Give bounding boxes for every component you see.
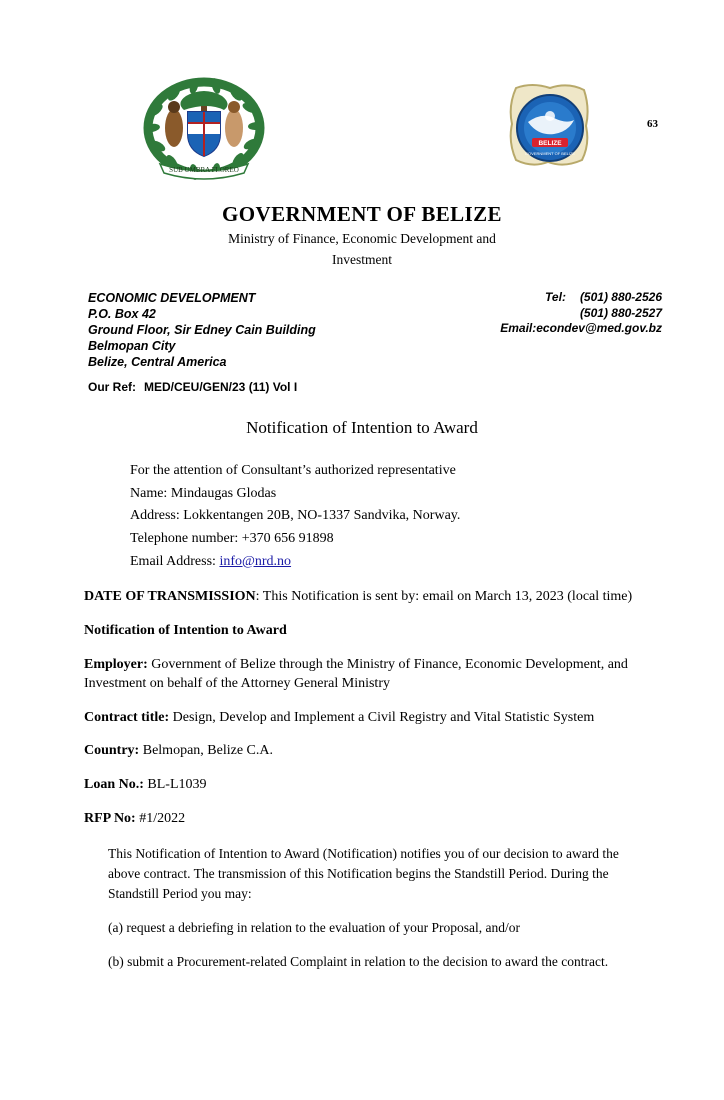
ministry-line-2: Investment — [332, 251, 392, 267]
transmission-section — [84, 587, 640, 607]
employer-label: Employer: — [84, 656, 148, 672]
address-department: ECONOMIC DEVELOPMENT — [88, 291, 256, 306]
address-country: Belize, Central America — [88, 355, 227, 370]
logo-row — [0, 76, 724, 196]
employer-text: Government of Belize through the Ministry of Finance, Economic Development, and Investment on behalf of the Attorney General Ministry — [84, 656, 628, 692]
reference-line — [0, 380, 724, 394]
telephone-line-1 — [500, 290, 662, 306]
contract-title-section — [84, 708, 640, 728]
contract-label: Contract title: — [84, 709, 170, 725]
contact-right — [500, 290, 662, 337]
address-city: Belmopan City — [88, 339, 176, 354]
notification-heading — [84, 621, 640, 641]
list-item: (a) request a debriefing in relation to the evaluation of your Proposal, and/or — [108, 920, 520, 936]
telephone-number-1: (501) 880-2526 — [579, 290, 662, 305]
loan-text: BL-L1039 — [143, 777, 207, 793]
loan-section — [84, 775, 640, 795]
rfp-section — [84, 809, 640, 829]
address-building: Ground Floor, Sir Edney Cain Building — [88, 323, 316, 338]
country-section — [84, 741, 640, 761]
loan-label: Loan No.: — [84, 777, 144, 793]
address-header — [0, 290, 724, 370]
telephone-label: Tel: — [545, 290, 566, 305]
contract-text: Design, Develop and Implement a Civil Registry and Vital Statistic System — [169, 709, 595, 725]
reference-value: MED/CEU/GEN/23 (11) Vol I — [144, 380, 298, 395]
body-paragraph: This Notification of Intention to Award (Notification) notifies you of our decision to award the above contract. The transmission of this Notification begins the Standstill Period. During the Standstill Period you may: — [108, 846, 619, 902]
ministry-line-1: Ministry of Finance, Economic Development and — [228, 231, 496, 246]
attention-email-link[interactable]: info@nrd.no — [219, 553, 292, 569]
rfp-label: RFP No: — [84, 810, 136, 826]
document-page — [0, 76, 724, 1100]
employer-section — [84, 655, 640, 694]
attention-intro: For the attention of Consultant’s authorized representative — [130, 463, 456, 479]
attention-block — [130, 460, 724, 573]
country-text: Belmopan, Belize C.A. — [139, 743, 273, 759]
notification-heading-text: Notification of Intention to Award — [84, 623, 287, 639]
attention-email-row — [130, 551, 724, 574]
list-item: (b) submit a Procurement-related Complaint in relation to the decision to award the contract. — [108, 953, 609, 969]
svg-text:SUB UMBRA FLOREO: SUB UMBRA FLOREO — [169, 166, 239, 174]
belize-coat-of-arms-icon — [138, 76, 270, 184]
attention-name: Name: Mindaugas Glodas — [130, 485, 277, 501]
title-block — [0, 202, 724, 268]
attention-address: Address: Lokkentangen 20B, NO-1337 Sandvika, Norway. — [130, 508, 461, 524]
transmission-label: DATE OF TRANSMISSION — [84, 589, 256, 605]
transmission-text: : This Notification is sent by: email on March 13, 2023 (local time) — [255, 589, 633, 605]
telephone-number-2: (501) 880-2527 — [579, 305, 662, 320]
address-po-box: P.O. Box 42 — [88, 307, 156, 322]
svg-text:BELIZE: BELIZE — [538, 140, 562, 147]
document-title: Notification of Intention to Award — [246, 418, 478, 438]
svg-text:GOVERNMENT OF BELIZE: GOVERNMENT OF BELIZE — [524, 151, 576, 156]
attention-email-label: Email Address: — [130, 553, 216, 569]
rfp-text: #1/2022 — [135, 810, 186, 826]
address-left — [88, 290, 316, 370]
attention-telephone: Telephone number: +370 656 91898 — [130, 531, 334, 547]
country-label: Country: — [84, 743, 140, 759]
page-number: 63 — [647, 118, 658, 130]
belize-government-seal-icon — [502, 82, 598, 174]
email-line: Email:econdev@med.gov.bz — [500, 321, 662, 336]
reference-label: Our Ref: — [88, 380, 136, 395]
government-title: GOVERNMENT OF BELIZE — [222, 202, 502, 226]
